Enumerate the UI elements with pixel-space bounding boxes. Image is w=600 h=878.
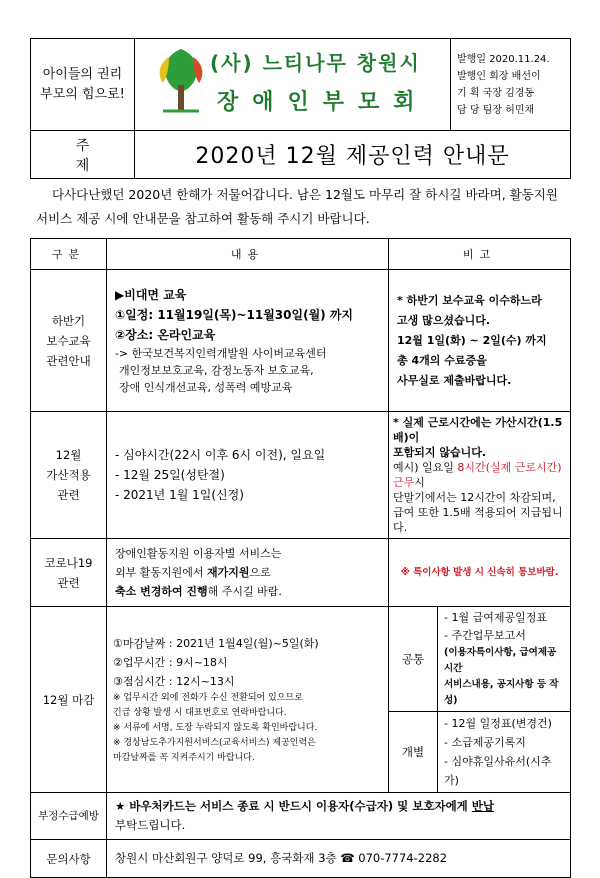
category-line: 보수교육 [46,333,91,348]
row-category [31,412,107,539]
row-category: 부정수급예방 [31,793,107,840]
col-category: 구분 [31,239,107,270]
common-docs [438,607,571,712]
row-category: 12월 마감 [31,607,107,793]
category-line: 관련안내 [46,353,91,368]
slogan-line-1: 아이들의 권리 [42,66,123,82]
content-text: 외부 활동지원에서 [115,566,208,579]
note-line: * 하반기 보수교육 이수하느라 [397,293,542,307]
row-category: 문의사항 [31,840,107,878]
col-note: 비고 [389,239,571,270]
planner: 기 획 국장 김경동 [457,87,535,99]
col-content: 내용 [107,239,389,270]
content-line: ※ 업무시간 외에 전화가 수신 전환되어 있으므로 [113,692,303,703]
content-text: 해 주시길 바람. [207,585,282,598]
slogan [31,39,135,131]
manager: 담 당 팀장 허민채 [457,104,535,116]
row-content [107,539,389,607]
contact-info: 창원시 마산회원구 양덕로 99, 흥국화재 3층 ☎ 070-7774-2282 [107,840,571,878]
content-line [115,582,380,601]
note-line: 사무실로 제출바랍니다. [397,373,512,387]
note-line: 포함되지 않습니다. [393,446,487,459]
row-note [389,412,571,539]
row-category [31,539,107,607]
row-content [107,270,389,412]
table-row [31,412,571,539]
category-line: 관련 [57,488,80,502]
content-line: -> 한국보건복지인력개발원 사이버교육센터 [115,347,327,360]
row-note [389,607,571,793]
content-bold: 재가지원 [207,566,250,579]
category-line: 하반기 [51,313,86,328]
publication-date: 발행일 2020.11.24. [457,53,550,65]
note-text: 예시) 일요일 [393,461,458,474]
info-table [30,238,571,878]
tree-logo-icon [155,45,207,117]
table-row [31,270,571,412]
row-content [107,607,389,793]
org-name-line-1: (사) 느티나무 창원시 [210,51,421,75]
doc-item: - 주간업무보고서 [444,629,526,642]
note-line [393,460,566,490]
table-row [31,607,571,793]
content-line: - 2021년 1월 1일(신정) [115,488,244,502]
content-line: 개인정보보호교육, 감정노동자 보호교육, [119,364,314,377]
content-underline: 반납 [471,799,495,813]
note-highlight: 8시간(실제 근로시간) 근무 [393,461,562,489]
publication-info [451,39,571,131]
subject-title: 2020년 12월 제공인력 안내문 [135,131,571,179]
content-line: ①일정: 11월19일(목)~11월30일(월) 까지 [115,308,354,322]
table-header-row [31,239,571,270]
category-line: 관련 [57,575,80,590]
content-line: ②장소: 온라인교육 [115,328,216,342]
content-line: - 12월 25일(성탄절) [115,468,225,482]
doc-item-note: 서비스내용, 공지사항 등 작성) [444,679,559,706]
content-line [115,563,380,582]
note-line: 고생 많으셨습니다. [397,313,491,327]
subject-label: 주 제 [31,131,135,179]
note-line: 단말기에서는 12시간이 차감되며, [393,491,556,504]
content-line: 장애 인식개선교육, 성폭력 예방교육 [119,381,293,394]
row-content [107,793,571,840]
content-bold: 축소 변경하여 진행 [115,585,208,598]
note-line: * 실제 근로시간에는 가산시간(1.5배)이 [393,416,563,444]
note-line: 총 4개의 수료증을 [397,353,487,367]
content-line: - 심야시간(22시 이후 6시 이전), 일요일 [115,448,326,462]
note-line: 급여 또한 1.5배 적용되어 지급됩니다. [393,506,563,534]
header-table [30,38,571,179]
table-row [31,793,571,840]
content-line: ▶비대면 교육 [115,288,187,302]
content-line: 장애인활동지원 이용자별 서비스는 [115,547,282,560]
doc-item-note: (이용자특이사항, 급여제공시간 [444,647,557,674]
category-line: 가산적용 [46,468,91,482]
note-text: 시 [414,476,425,489]
deadline-docs-table [389,607,570,792]
individual-docs [438,712,571,793]
intro-paragraph: 다사다난했던 2020년 한해가 저물어갑니다. 남은 12월도 마무리 잘 하시길 바라며, 활동지원서비스 제공 시에 안내문을 참고하여 활동해 주시기 바랍니다. [36,187,558,226]
content-bold: ★ 바우처카드는 서비스 종료 시 반드시 이용자(수급자) 및 보호자에게 [115,799,472,813]
table-row [31,840,571,878]
content-line: 긴급 상황 발생 시 대표번호로 연락바랍니다. [113,707,287,718]
row-category [31,270,107,412]
publisher: 발행인 회장 배선이 [457,70,541,82]
slogan-line-2: 부모의 힘으로! [40,86,125,102]
category-line: 12월 [55,448,82,462]
content-line [115,797,562,816]
org-name-line-2: 장애인부모회 [217,90,429,115]
content-line: ①마감날짜 : 2021년 1월4일(월)~5일(화) [113,636,319,650]
content-line: ※ 서류에 서명, 도장 누락되지 않도록 확인바랍니다. [113,722,318,733]
row-note: ※ 특이사항 발생 시 신속히 통보바람. [389,539,571,607]
content-text: 으로 [249,566,271,579]
content-line: ②업무시간 : 9시~18시 [113,655,228,669]
common-label: 공통 [389,607,438,712]
content-line: ③점심시간 : 12시~13시 [113,674,235,688]
individual-label: 개별 [389,712,438,793]
content-line: ※ 경상남도추가지원서비스(교육서비스) 제공인력은 [113,737,316,748]
doc-item: - 12월 일정표(변경건) [444,717,552,730]
category-line: 코로나19 [44,555,93,570]
content-line: 마감날짜를 꼭 지켜주시기 바랍니다. [113,752,255,763]
table-row [31,539,571,607]
doc-item: - 심야휴일사유서(시추가) [444,755,552,787]
note-line: 12월 1일(화) ~ 2일(수) 까지 [397,333,547,347]
doc-item: - 1월 급여제공일정표 [444,611,547,624]
row-note [389,270,571,412]
content-line: 부탁드립니다. [115,818,186,832]
doc-item: - 소급제공기록지 [444,736,526,749]
row-content [107,412,389,539]
organization-title [135,39,451,131]
